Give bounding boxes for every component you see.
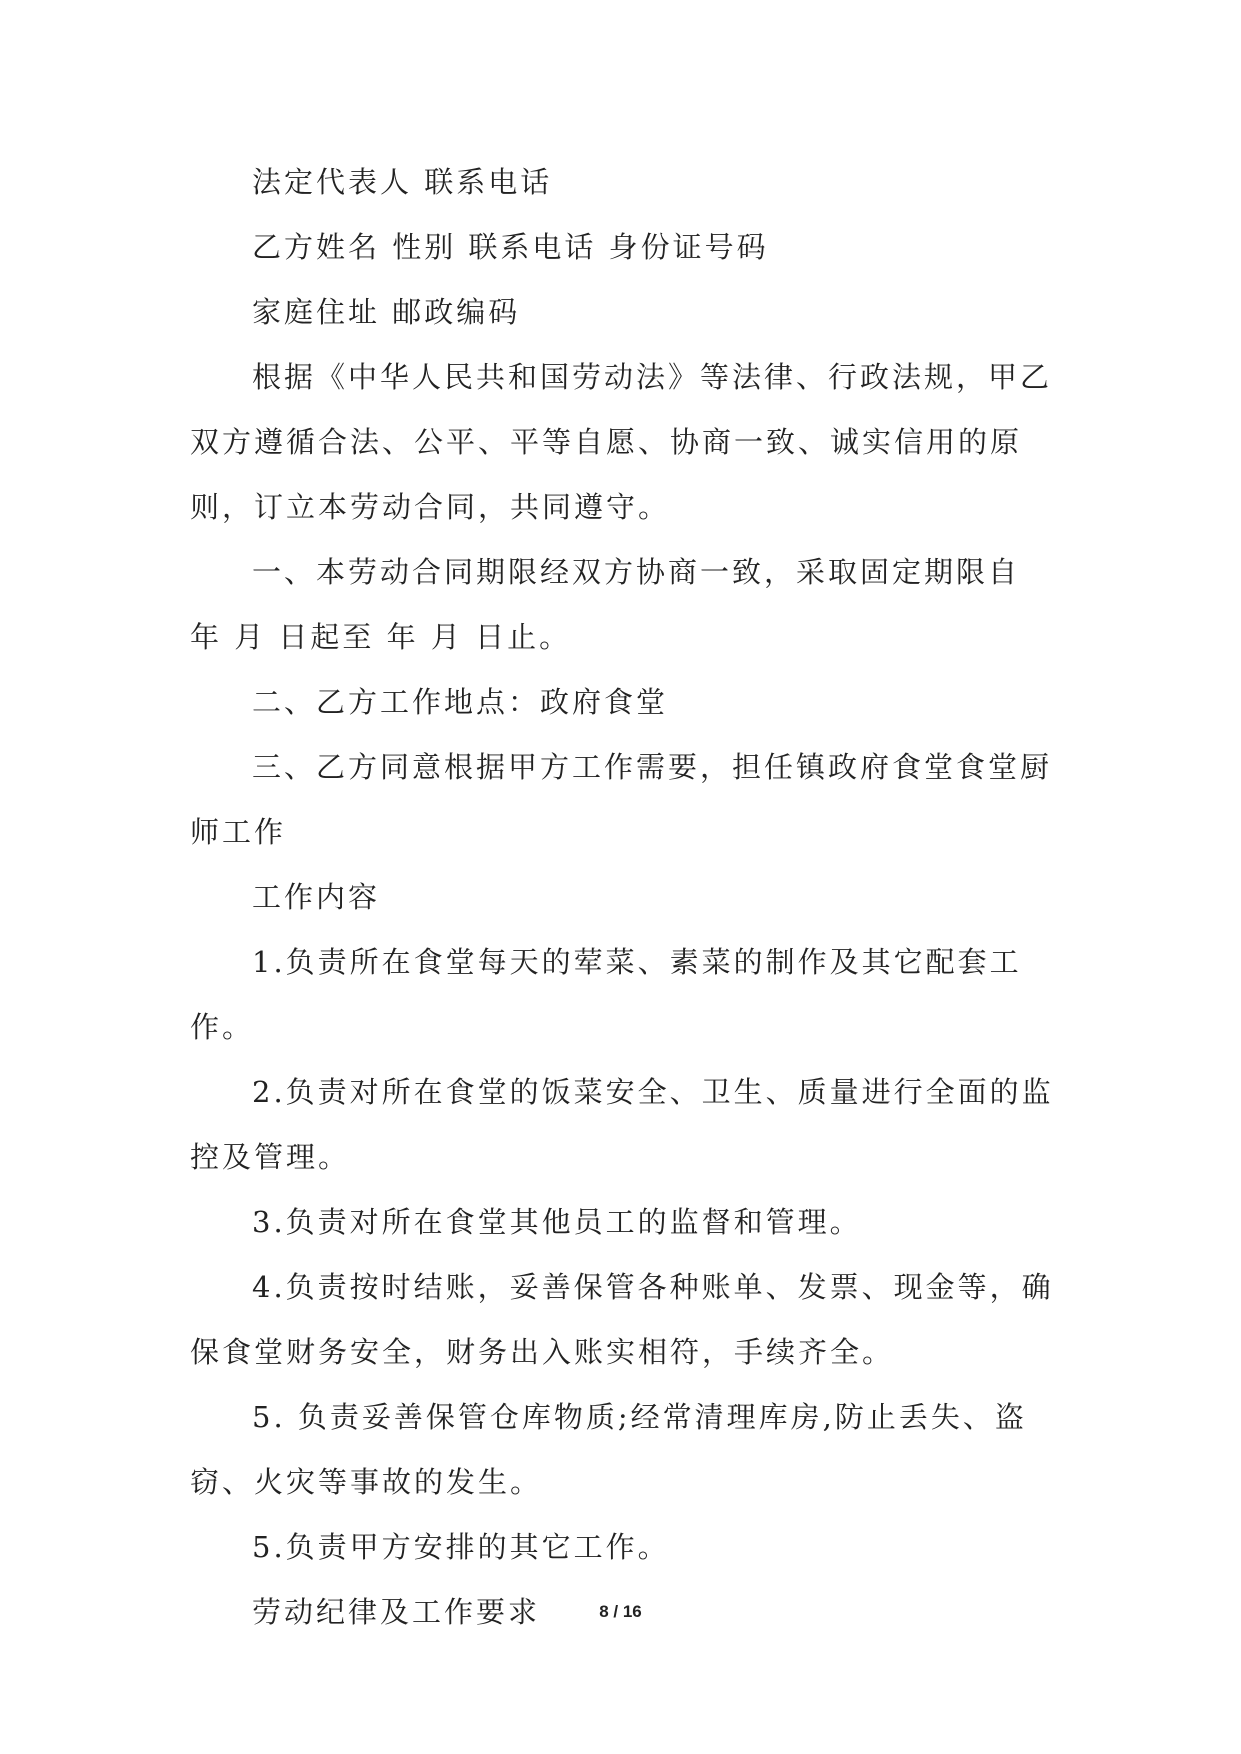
paragraph-work-location: 二、乙方工作地点：政府食堂	[252, 685, 669, 719]
paragraph-preamble: 根据《中华人民共和国劳动法》等法律、行政法规，甲乙双方遵循合法、公平、平等自愿、协商一致、诚实信用的原则，订立本劳动合同，共同遵守。	[190, 360, 1053, 524]
list-item-duty-2: 2.负责对所在食堂的饭菜安全、卫生、质量进行全面的监控及管理。	[190, 1075, 1054, 1174]
paragraph-contract-term: 一、本劳动合同期限经双方协商一致，采取固定期限自 年 月 日起至 年 月 日止。	[190, 555, 1021, 654]
page-number: 8 / 16	[599, 1602, 642, 1621]
document-body	[190, 150, 1060, 1645]
paragraph-party-b-info: 乙方姓名 性别 联系电话 身份证号码	[252, 230, 769, 264]
section-heading-job-content: 工作内容	[252, 880, 381, 914]
list-item-duty-4: 4.负责按时结账，妥善保管各种账单、发票、现金等，确保食堂财务安全，财务出入账实相符，手续齐全。	[190, 1270, 1054, 1369]
list-item-duty-6: 5.负责甲方安排的其它工作。	[252, 1530, 670, 1564]
list-item-duty-5: 5. 负责妥善保管仓库物质;经常清理库房,防止丢失、盗窃、火灾等事故的发生。	[190, 1400, 1027, 1499]
paragraph-legal-representative: 法定代表人 联系电话	[252, 165, 553, 199]
section-heading-discipline: 劳动纪律及工作要求	[252, 1595, 541, 1629]
list-item-duty-3: 3.负责对所在食堂其他员工的监督和管理。	[252, 1205, 862, 1239]
paragraph-home-address: 家庭住址 邮政编码	[252, 295, 521, 329]
paragraph-job-position: 三、乙方同意根据甲方工作需要，担任镇政府食堂食堂厨师工作	[190, 750, 1053, 849]
list-item-duty-1: 1.负责所在食堂每天的荤菜、素菜的制作及其它配套工作。	[190, 945, 1022, 1044]
